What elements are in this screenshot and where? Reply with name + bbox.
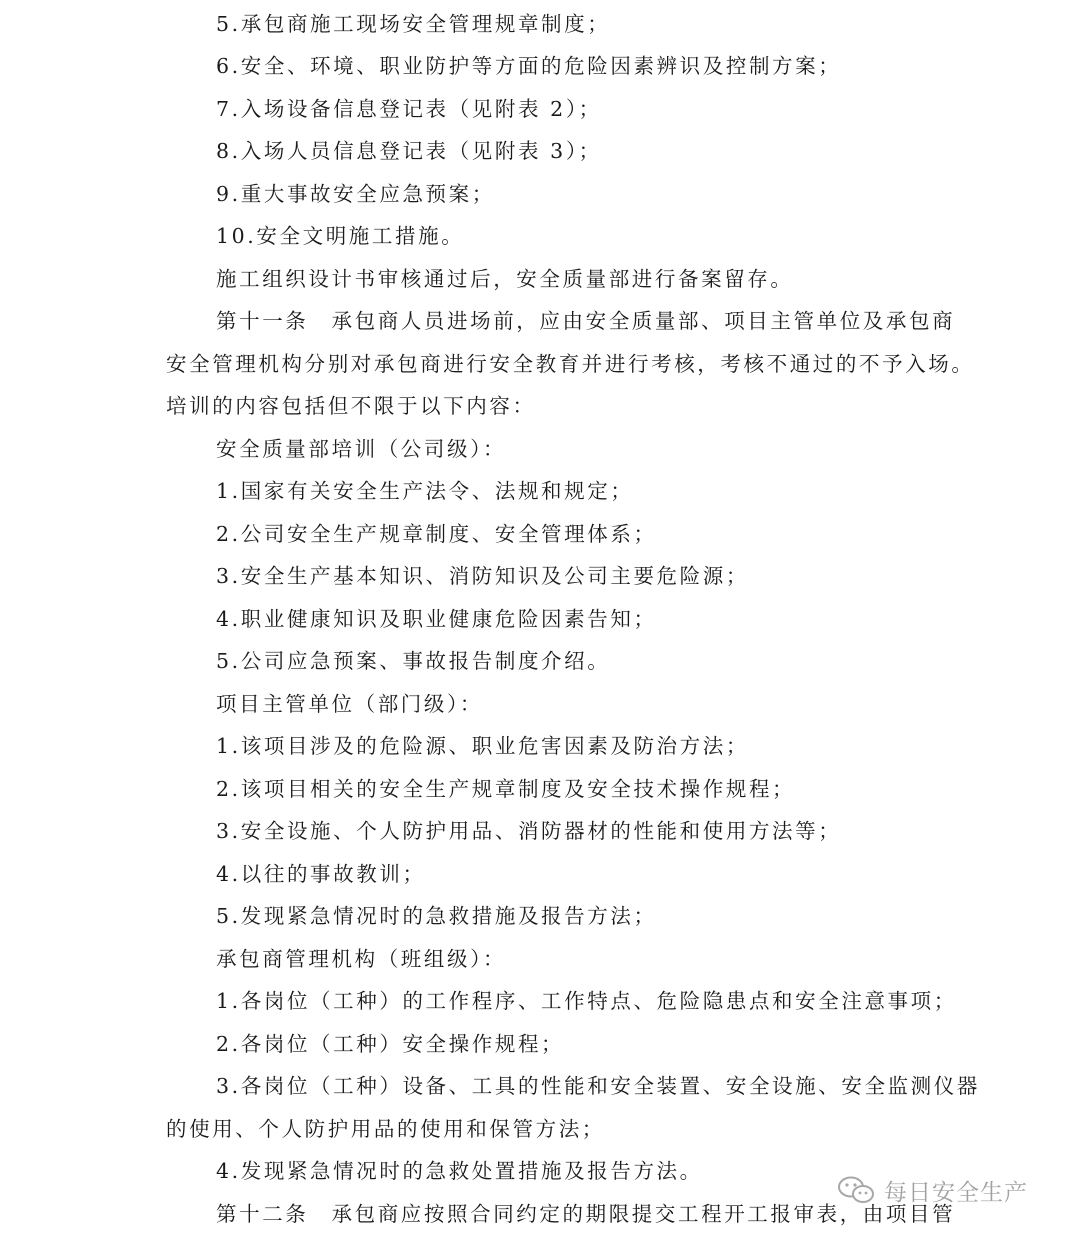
text-line: 施工组织设计书审核通过后，安全质量部进行备案留存。 (216, 267, 794, 291)
wechat-icon (836, 1174, 876, 1206)
text-line: 10.安全文明施工措施。 (216, 224, 465, 248)
text-line: 1.国家有关安全生产法令、法规和规定； (216, 479, 634, 503)
text-line: 3.安全设施、个人防护用品、消防器材的性能和使用方法等； (216, 819, 842, 843)
article-heading: 第十二条 承包商应按照合同约定的期限提交工程开工报审表，由项目管 (216, 1202, 956, 1226)
text-line: 1.各岗位（工种）的工作程序、工作特点、危险隐患点和安全注意事项； (216, 989, 957, 1013)
text-line: 3.各岗位（工种）设备、工具的性能和安全装置、安全设施、安全监测仪器 (216, 1074, 980, 1098)
section-heading: 安全质量部培训（公司级）： (216, 437, 507, 461)
watermark (836, 1172, 1028, 1208)
text-line: 7.入场设备信息登记表（见附表 2）； (216, 97, 602, 121)
text-line: 安全管理机构分别对承包商进行安全教育并进行考核，考核不通过的不予入场。 (166, 352, 975, 376)
text-line: 5.承包商施工现场安全管理规章制度； (216, 12, 611, 36)
text-line: 培训的内容包括但不限于以下内容： (166, 394, 536, 418)
text-line: 4.以往的事故教训； (216, 862, 426, 886)
text-line: 5.发现紧急情况时的急救措施及报告方法； (216, 904, 657, 928)
text-line: 2.各岗位（工种）安全操作规程； (216, 1032, 565, 1056)
text-line: 4.职业健康知识及职业健康危险因素告知； (216, 607, 657, 631)
text-line: 1.该项目涉及的危险源、职业危害因素及防治方法； (216, 734, 749, 758)
section-heading: 项目主管单位（部门级）： (216, 692, 483, 716)
text-line: 4.发现紧急情况时的急救处置措施及报告方法。 (216, 1159, 703, 1183)
text-line: 3.安全生产基本知识、消防知识及公司主要危险源； (216, 564, 749, 588)
text-line: 8.入场人员信息登记表（见附表 3）； (216, 139, 602, 163)
text-line: 6.安全、环境、职业防护等方面的危险因素辨识及控制方案； (216, 54, 842, 78)
text-line: 2.公司安全生产规章制度、安全管理体系； (216, 522, 657, 546)
text-line: 9.重大事故安全应急预案； (216, 182, 495, 206)
text-line: 的使用、个人防护用品的使用和保管方法； (166, 1117, 605, 1141)
section-heading: 承包商管理机构（班组级）： (216, 947, 507, 971)
watermark-text: 每日安全生产 (884, 1179, 1028, 1206)
text-line: 5.公司应急预案、事故报告制度介绍。 (216, 649, 611, 673)
article-heading: 第十一条 承包商人员进场前，应由安全质量部、项目主管单位及承包商 (216, 309, 956, 333)
text-line: 2.该项目相关的安全生产规章制度及安全技术操作规程； (216, 777, 796, 801)
